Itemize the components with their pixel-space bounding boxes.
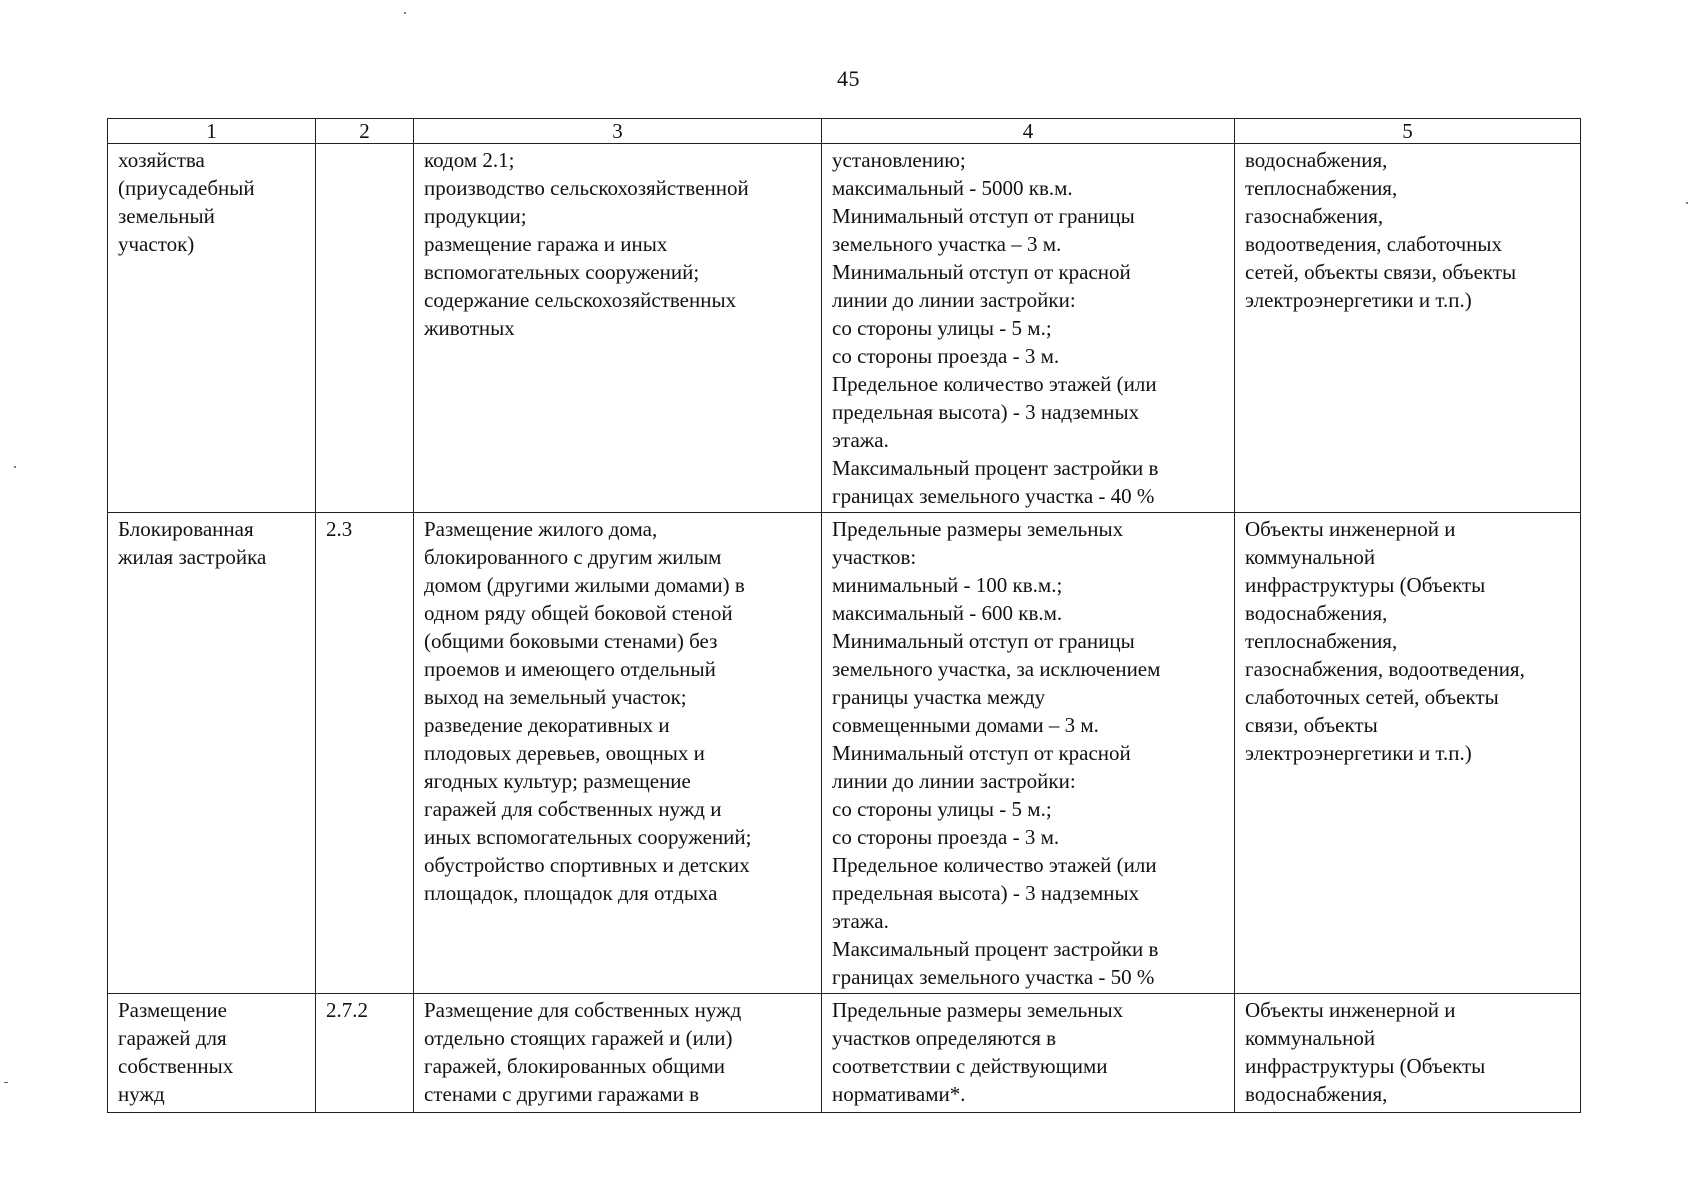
cell-text-line: стенами с другими гаражами в bbox=[424, 1082, 700, 1106]
cell-text-line: границах земельного участка - 50 % bbox=[832, 965, 1155, 989]
infrastructure-cell bbox=[1235, 513, 1581, 994]
cell-text-line: вспомогательных сооружений; bbox=[424, 260, 700, 284]
infrastructure-cell bbox=[1235, 144, 1581, 513]
cell-text-line: водоснабжения, bbox=[1245, 1082, 1388, 1106]
description-cell bbox=[414, 144, 822, 513]
cell-text-line: обустройство спортивных и детских bbox=[424, 853, 750, 877]
cell-text-line: предельная высота) - 3 надземных bbox=[832, 400, 1140, 424]
cell-text-line: выход на земельный участок; bbox=[424, 685, 687, 709]
parameters-cell bbox=[822, 513, 1235, 994]
cell-text-line: участков определяются в bbox=[832, 1026, 1057, 1050]
cell-text-line: одном ряду общей боковой стеной bbox=[424, 601, 733, 625]
cell-text-line: размещение гаража и иных bbox=[424, 232, 668, 256]
cell-text-line: электроэнергетики и т.п.) bbox=[1245, 741, 1472, 765]
use-name-cell bbox=[108, 144, 316, 513]
header-row bbox=[108, 119, 1581, 144]
cell-text-line: коммунальной bbox=[1245, 545, 1376, 569]
cell-text-line: Минимальный отступ от красной bbox=[832, 741, 1131, 765]
use-name-cell bbox=[108, 994, 316, 1113]
cell-text-line: домом (другими жилыми домами) в bbox=[424, 573, 745, 597]
cell-text-line: Предельные размеры земельных bbox=[832, 517, 1124, 541]
cell-text-line: хозяйства bbox=[118, 148, 205, 172]
cell-text-line: линии до линии застройки: bbox=[832, 288, 1076, 312]
cell-text-line: проемов и имеющего отдельный bbox=[424, 657, 716, 681]
cell-text-line: минимальный - 100 кв.м.; bbox=[832, 573, 1063, 597]
cell-text-line: Максимальный процент застройки в bbox=[832, 456, 1159, 480]
cell-text-line: инфраструктуры (Объекты bbox=[1245, 573, 1486, 597]
cell-text-line: участков: bbox=[832, 545, 917, 569]
col-header-1: 1 bbox=[108, 119, 316, 144]
cell-text-line: кодом 2.1; bbox=[424, 148, 515, 172]
cell-text-line: нормативами*. bbox=[832, 1082, 966, 1106]
cell-text-line: ягодных культур; размещение bbox=[424, 769, 691, 793]
cell-text-line: Предельное количество этажей (или bbox=[832, 372, 1157, 396]
cell-text-line: жилая застройка bbox=[118, 545, 267, 569]
cell-text-line: 2.3 bbox=[326, 517, 353, 541]
col-header-2: 2 bbox=[316, 119, 414, 144]
cell-text-line: со стороны проезда - 3 м. bbox=[832, 825, 1060, 849]
cell-text-line: максимальный - 600 кв.м. bbox=[832, 601, 1063, 625]
cell-text-line: Минимальный отступ от красной bbox=[832, 260, 1131, 284]
cell-text-line: этажа. bbox=[832, 428, 889, 452]
cell-text-line: теплоснабжения, bbox=[1245, 176, 1398, 200]
cell-text-line: границах земельного участка - 40 % bbox=[832, 484, 1155, 508]
cell-text-line: (приусадебный bbox=[118, 176, 255, 200]
cell-text-line: земельного участка – 3 м. bbox=[832, 232, 1062, 256]
cell-text-line: нужд bbox=[118, 1082, 165, 1106]
infrastructure-cell bbox=[1235, 994, 1581, 1113]
cell-text-line: гаражей для bbox=[118, 1026, 227, 1050]
scan-speck bbox=[1686, 202, 1688, 204]
scan-speck bbox=[14, 466, 16, 468]
cell-text-line: со стороны улицы - 5 м.; bbox=[832, 316, 1052, 340]
cell-text-line: газоснабжения, bbox=[1245, 204, 1384, 228]
cell-text-line: соответствии с действующими bbox=[832, 1054, 1108, 1078]
cell-text-line: со стороны проезда - 3 м. bbox=[832, 344, 1060, 368]
cell-text-line: (общими боковыми стенами) без bbox=[424, 629, 718, 653]
cell-text-line: со стороны улицы - 5 м.; bbox=[832, 797, 1052, 821]
cell-text-line: Предельное количество этажей (или bbox=[832, 853, 1157, 877]
cell-text-line: Размещение для собственных нужд bbox=[424, 998, 742, 1022]
cell-text-line: плодовых деревьев, овощных и bbox=[424, 741, 705, 765]
cell-text-line: сетей, объекты связи, объекты bbox=[1245, 260, 1517, 284]
cell-text-line: отдельно стоящих гаражей и (или) bbox=[424, 1026, 733, 1050]
cell-text-line: максимальный - 5000 кв.м. bbox=[832, 176, 1073, 200]
description-cell bbox=[414, 994, 822, 1113]
cell-text-line: содержание сельскохозяйственных bbox=[424, 288, 737, 312]
cell-text-line: газоснабжения, водоотведения, bbox=[1245, 657, 1525, 681]
code-cell bbox=[316, 144, 414, 513]
cell-text-line: гаражей, блокированных общими bbox=[424, 1054, 726, 1078]
cell-text-line: Объекты инженерной и bbox=[1245, 998, 1456, 1022]
description-cell bbox=[414, 513, 822, 994]
parameters-cell bbox=[822, 994, 1235, 1113]
cell-text-line: 2.7.2 bbox=[326, 998, 368, 1022]
cell-text-line: блокированного с другим жилым bbox=[424, 545, 722, 569]
cell-text-line: площадок, площадок для отдыха bbox=[424, 881, 718, 905]
cell-text-line: теплоснабжения, bbox=[1245, 629, 1398, 653]
cell-text-line: иных вспомогательных сооружений; bbox=[424, 825, 752, 849]
table-row bbox=[108, 513, 1581, 994]
cell-text-line: Блокированная bbox=[118, 517, 254, 541]
cell-text-line: участок) bbox=[118, 232, 195, 256]
cell-text-line: установлению; bbox=[832, 148, 966, 172]
cell-text-line: Размещение жилого дома, bbox=[424, 517, 658, 541]
cell-text-line: Предельные размеры земельных bbox=[832, 998, 1124, 1022]
cell-text-line: Минимальный отступ от границы bbox=[832, 629, 1135, 653]
table-row bbox=[108, 994, 1581, 1113]
cell-text-line: предельная высота) - 3 надземных bbox=[832, 881, 1140, 905]
cell-text-line: земельный bbox=[118, 204, 215, 228]
cell-text-line: этажа. bbox=[832, 909, 889, 933]
cell-text-line: водоснабжения, bbox=[1245, 601, 1388, 625]
cell-text-line: Максимальный процент застройки в bbox=[832, 937, 1159, 961]
use-name-cell bbox=[108, 513, 316, 994]
table-row bbox=[108, 144, 1581, 513]
cell-text-line: связи, объекты bbox=[1245, 713, 1378, 737]
cell-text-line: водоотведения, слаботочных bbox=[1245, 232, 1503, 256]
col-header-4: 4 bbox=[822, 119, 1235, 144]
cell-text-line: коммунальной bbox=[1245, 1026, 1376, 1050]
cell-text-line: продукции; bbox=[424, 204, 527, 228]
code-cell bbox=[316, 994, 414, 1113]
cell-text-line: водоснабжения, bbox=[1245, 148, 1388, 172]
cell-text-line: собственных bbox=[118, 1054, 234, 1078]
cell-text-line: производство сельскохозяйственной bbox=[424, 176, 749, 200]
cell-text-line: животных bbox=[424, 316, 515, 340]
zoning-table bbox=[107, 118, 1581, 1113]
scan-speck bbox=[404, 12, 406, 14]
scan-speck bbox=[4, 1082, 8, 1083]
parameters-cell bbox=[822, 144, 1235, 513]
code-cell bbox=[316, 513, 414, 994]
col-header-3: 3 bbox=[414, 119, 822, 144]
cell-text-line: электроэнергетики и т.п.) bbox=[1245, 288, 1472, 312]
cell-text-line: совмещенными домами – 3 м. bbox=[832, 713, 1099, 737]
cell-text-line: Размещение bbox=[118, 998, 227, 1022]
cell-text-line: земельного участка, за исключением bbox=[832, 657, 1161, 681]
cell-text-line: Минимальный отступ от границы bbox=[832, 204, 1135, 228]
cell-text-line: инфраструктуры (Объекты bbox=[1245, 1054, 1486, 1078]
cell-text-line: слаботочных сетей, объекты bbox=[1245, 685, 1499, 709]
cell-text-line: разведение декоративных и bbox=[424, 713, 670, 737]
cell-text-line: границы участка между bbox=[832, 685, 1046, 709]
col-header-5: 5 bbox=[1235, 119, 1581, 144]
page-number: 45 bbox=[837, 66, 860, 91]
cell-text-line: линии до линии застройки: bbox=[832, 769, 1076, 793]
cell-text-line: Объекты инженерной и bbox=[1245, 517, 1456, 541]
cell-text-line: гаражей для собственных нужд и bbox=[424, 797, 722, 821]
